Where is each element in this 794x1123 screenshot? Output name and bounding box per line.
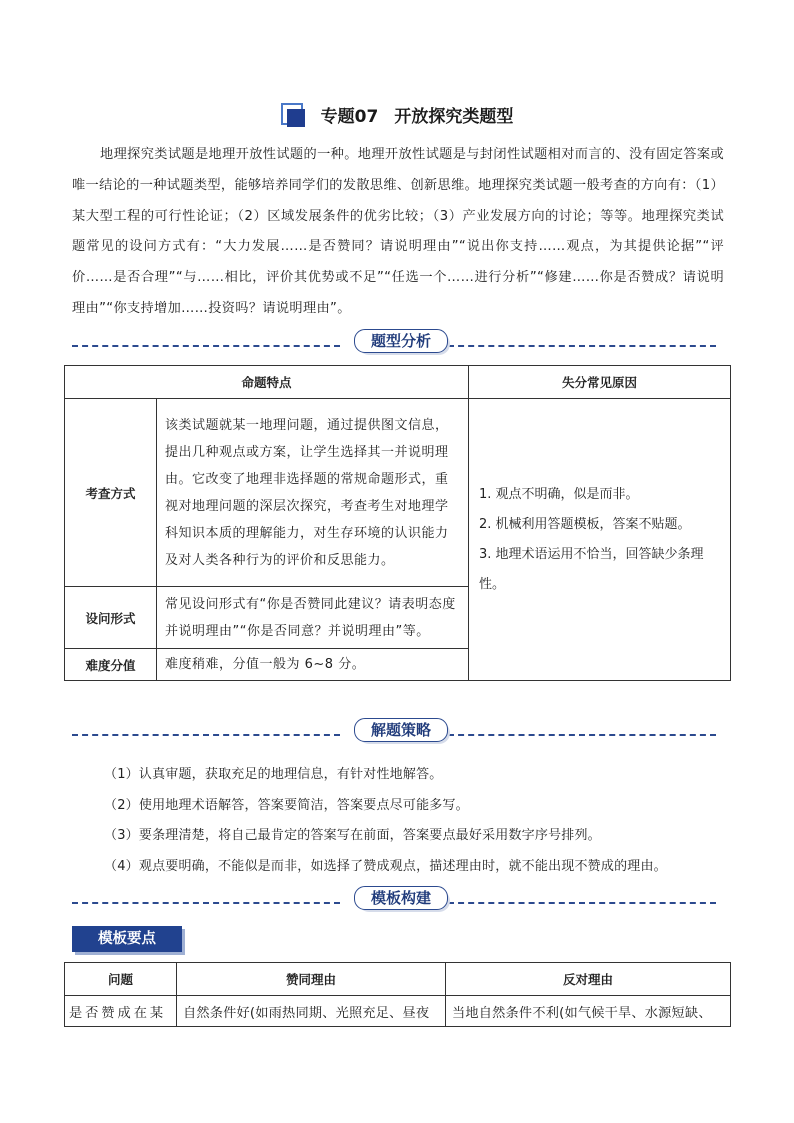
row-label-method: 考查方式 [65, 399, 157, 587]
strategy-list [104, 760, 724, 882]
section-title-analysis: 题型分析 [354, 329, 448, 353]
section-header-analysis [72, 329, 716, 355]
row-text-difficulty: 难度稍难，分值一般为 6~8 分。 [157, 649, 469, 681]
title-square-icon [281, 103, 305, 127]
template-cell-oppose: 当地自然条件不利(如气候干旱、水源短缺、 [446, 996, 731, 1027]
row-text-method: 该类试题就某一地理问题，通过提供图文信息，提出几种观点或方案，让学生选择其一并说明理由。它改变了地理非选择题的常规命题形式，重视对地理问题的深层次探究，考查考生对地理学科知识本质的理解能力，对生存环境的认识能力及对人类各种行为的评价和反思能力。 [157, 399, 469, 587]
reason-item: 2. 机械利用答题模板，答案不贴题。 [479, 516, 691, 532]
header-reasons: 失分常见原因 [469, 366, 731, 399]
page-title [0, 102, 794, 127]
section-title-strategy: 解题策略 [354, 718, 448, 742]
template-cell-question: 是否赞成在某 [65, 996, 177, 1027]
row-label-question: 设问形式 [65, 587, 157, 649]
template-header-question: 问题 [65, 963, 177, 996]
template-header-oppose: 反对理由 [446, 963, 731, 996]
strategy-item: （2）使用地理术语解答，答案要简洁，答案要点尽可能多写。 [104, 797, 469, 813]
row-label-difficulty: 难度分值 [65, 649, 157, 681]
section-title-template: 模板构建 [354, 886, 448, 910]
reasons-cell [469, 399, 731, 681]
title-prefix: 专题07 [320, 107, 379, 127]
template-key-points-label: 模板要点 [72, 926, 182, 952]
header-features: 命题特点 [65, 366, 469, 399]
section-header-strategy [72, 718, 716, 744]
template-header-agree: 赞同理由 [177, 963, 446, 996]
template-cell-agree: 自然条件好(如雨热同期、光照充足、昼夜 [177, 996, 446, 1027]
template-table [64, 962, 731, 1027]
intro-text: 地理探究类试题是地理开放性试题的一种。地理开放性试题是与封闭性试题相对而言的、没有固定答案或唯一结论的一种试题类型，能够培养同学们的发散思维、创新思维。地理探究类试题一般考查的方向有：（1）某大型工程的可行性论证；（2）区域发展条件的优劣比较；（3）产业发展方向的讨论；等等。地理探究类试题常见的设问方式有：“大力发展……是否赞同？请说明理由”“说出你支持……观点，为其提供论据”“评价……是否合理”“与……相比，评价其优势或不足”“任选一个……进行分析”“修建……你是否赞成？请说明理由”“你支持增加……投资吗？请说明理由”。 [72, 147, 724, 316]
title-main: 开放探究类题型 [394, 107, 514, 127]
section-header-template [72, 886, 716, 912]
strategy-item: （3）要条理清楚，将自己最肯定的答案写在前面，答案要点最好采用数字序号排列。 [104, 828, 601, 843]
strategy-item: （1）认真审题，获取充足的地理信息，有针对性地解答。 [104, 767, 443, 782]
row-text-question: 常见设问形式有“你是否赞同此建议？请表明态度并说明理由”“你是否同意？并说明理由”等。 [157, 587, 469, 649]
strategy-item: （4）观点要明确，不能似是而非，如选择了赞成观点，描述理由时，就不能出现不赞成的理由。 [104, 858, 667, 874]
analysis-table [64, 365, 731, 681]
intro-paragraph [72, 140, 724, 325]
reason-item: 1. 观点不明确，似是而非。 [479, 486, 639, 502]
reason-item: 3. 地理术语运用不恰当，回答缺少条理性。 [479, 546, 704, 592]
